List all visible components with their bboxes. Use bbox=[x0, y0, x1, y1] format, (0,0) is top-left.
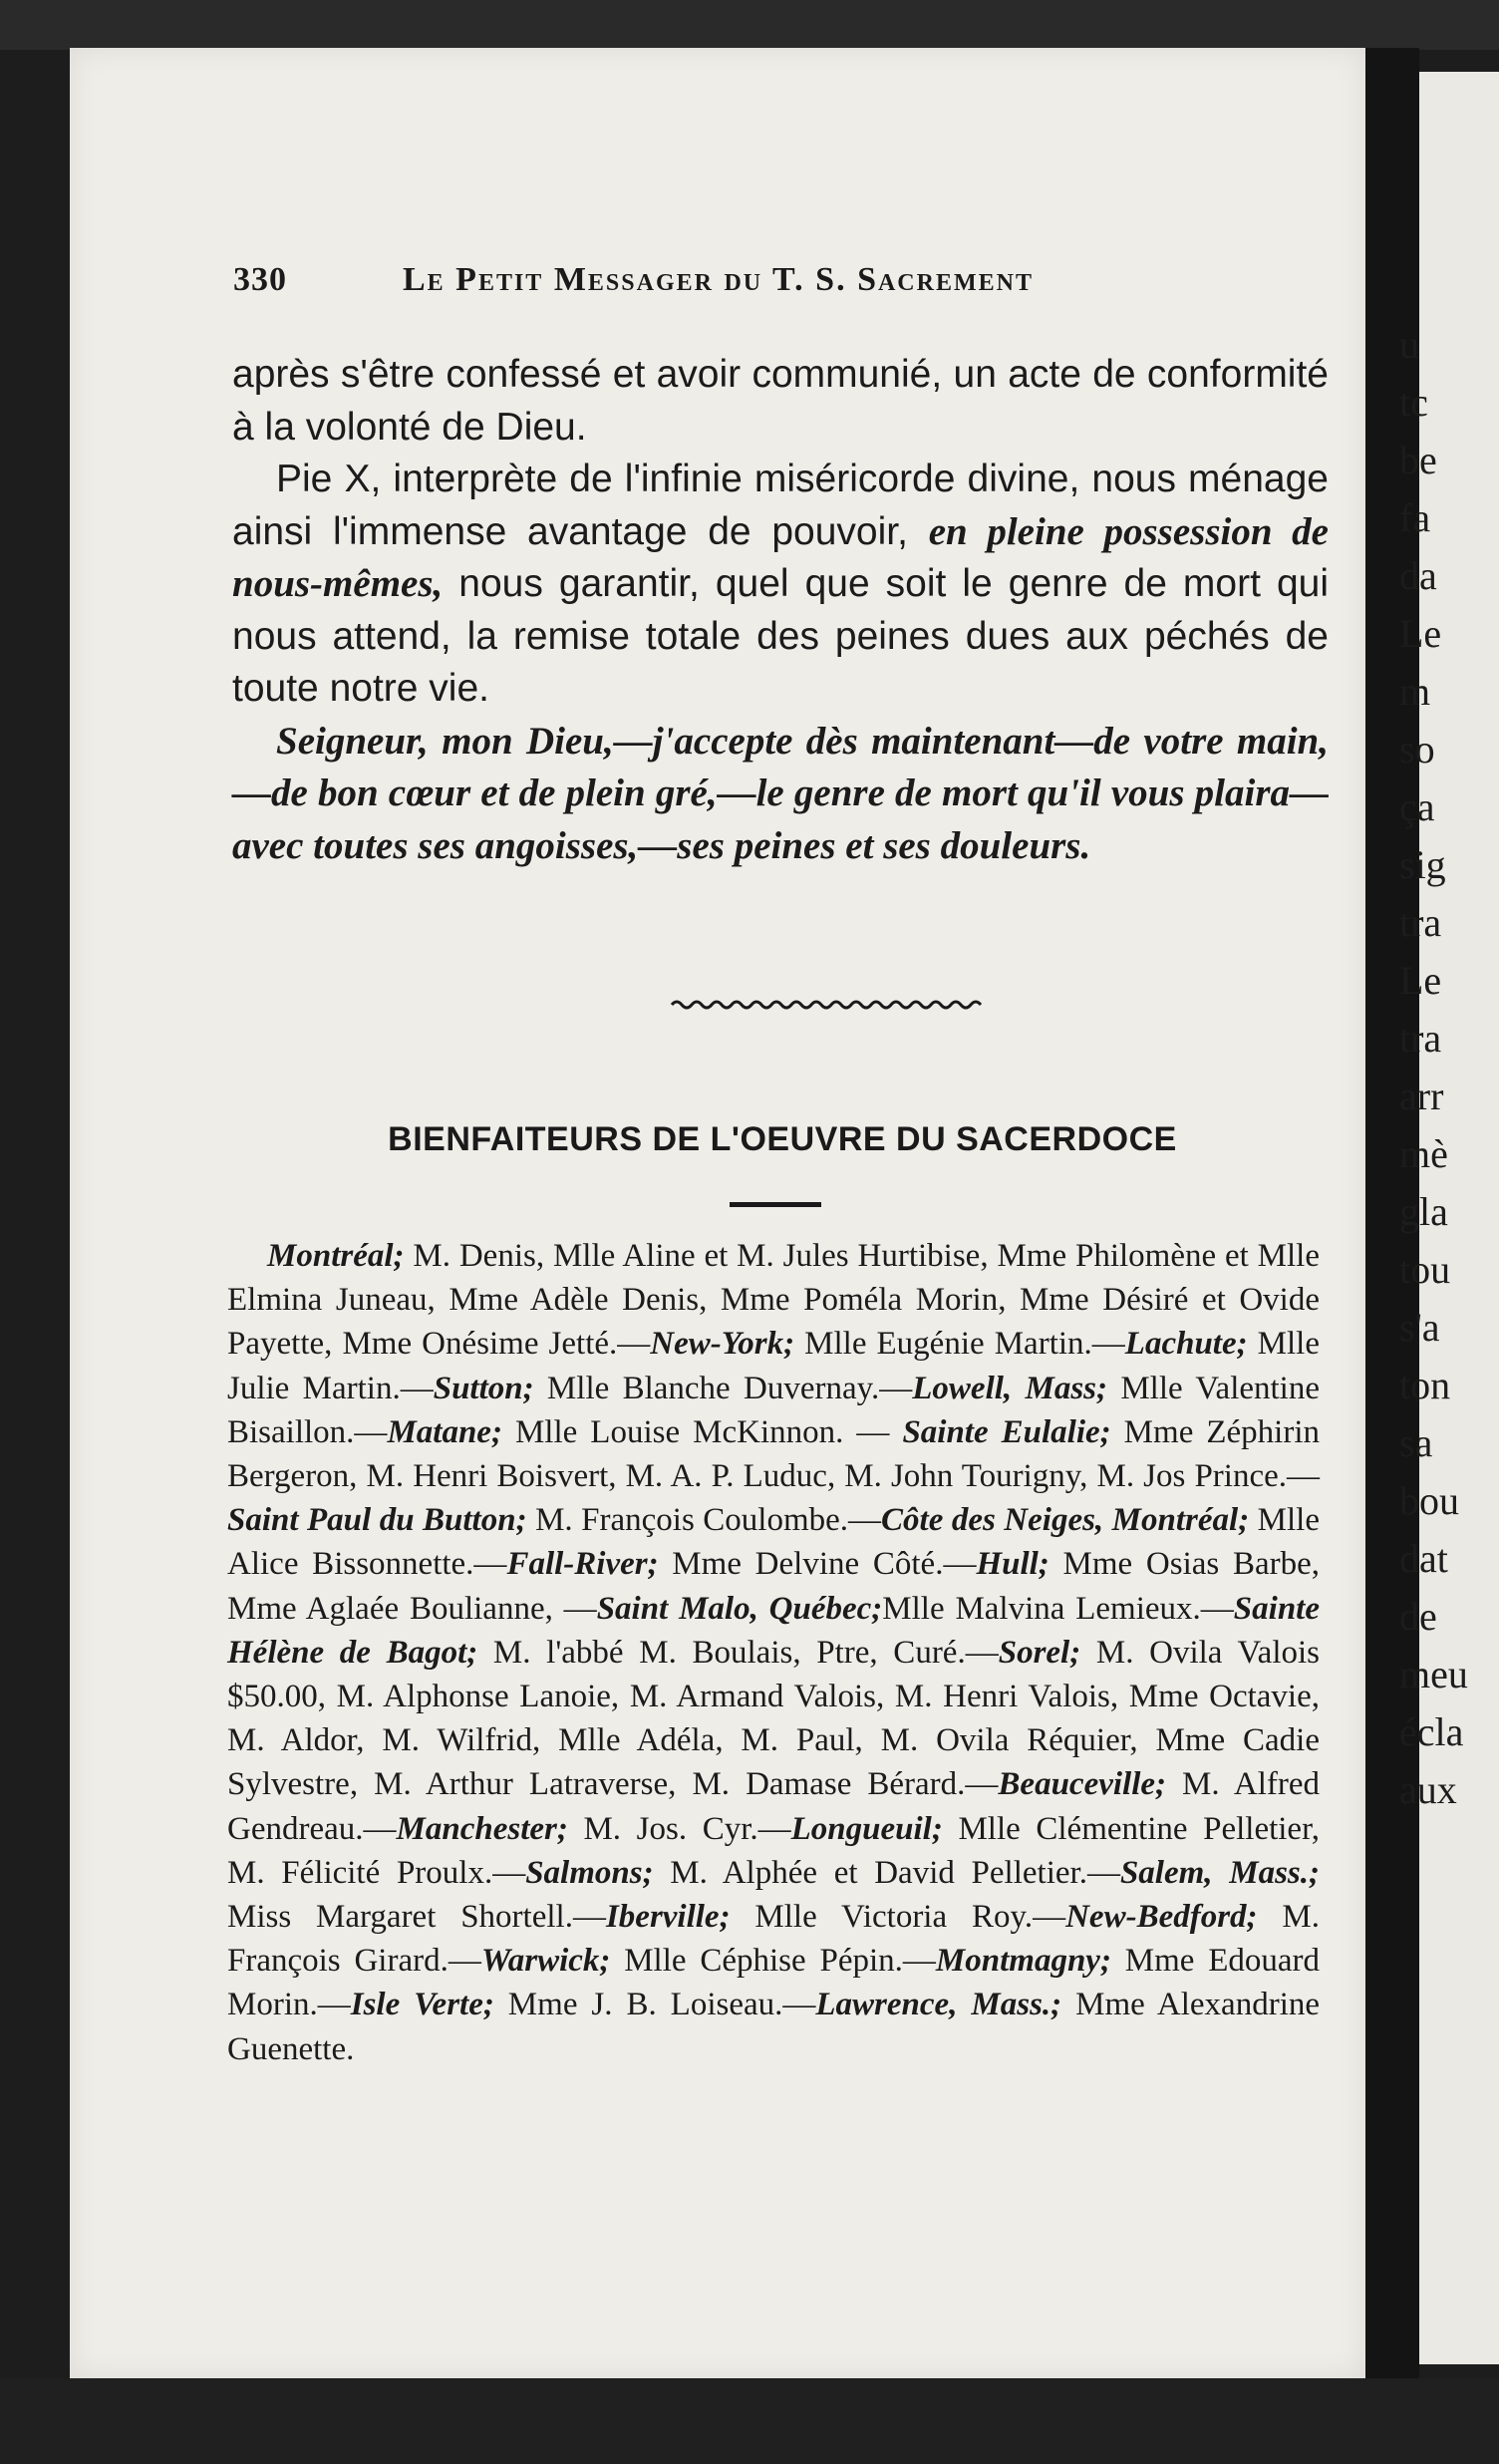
adjacent-page-text: ça bbox=[1399, 784, 1435, 829]
donor-place: New-York; bbox=[650, 1326, 795, 1363]
donor-place: Salmons; bbox=[525, 1854, 654, 1891]
donor-place: Sorel; bbox=[998, 1634, 1081, 1671]
donor-list-indent bbox=[227, 1238, 267, 1274]
prayer-paragraph: Seigneur, mon Dieu,—j'accepte dès maintenant—de votre main,—de bon cœur et de plein gré,—le genre de mort qu'il vous plaira—avec toutes ses angoisses,—ses peines et ses douleurs. bbox=[232, 719, 1329, 867]
donor-place: Matane; bbox=[387, 1413, 502, 1450]
donor-names: Mlle Malvina Lemieux.— bbox=[882, 1590, 1234, 1627]
donor-place: Montmagny; bbox=[935, 1943, 1111, 1980]
donor-names: M. Alfred Gendreau.— bbox=[227, 1766, 1320, 1847]
page-number: 330 bbox=[233, 261, 287, 298]
adjacent-page-text: Le bbox=[1399, 611, 1442, 656]
donor-place: Sutton; bbox=[433, 1370, 534, 1406]
donor-place: Isle Verte; bbox=[350, 1987, 494, 2023]
adjacent-page-text: da bbox=[1399, 553, 1437, 598]
donor-place: Manchester; bbox=[396, 1810, 568, 1847]
adjacent-page-fragment bbox=[1399, 72, 1499, 2364]
ornamental-divider bbox=[672, 995, 981, 1015]
adjacent-page-text: de bbox=[1399, 1594, 1437, 1639]
adjacent-page-text: tou bbox=[1399, 1247, 1451, 1292]
adjacent-page-text: s'a bbox=[1399, 1305, 1440, 1350]
donor-names: Miss Margaret Shortell.— bbox=[227, 1899, 606, 1936]
scan-top-border bbox=[0, 0, 1499, 50]
donor-place: Saint Paul du Button; bbox=[227, 1502, 527, 1539]
adjacent-page-text: so bbox=[1399, 727, 1435, 771]
donor-place: Lowell, Mass; bbox=[912, 1370, 1107, 1406]
donor-place: Lawrence, Mass.; bbox=[815, 1987, 1062, 2023]
donor-names: Mlle Valentine Bisaillon.— bbox=[227, 1370, 1320, 1450]
donor-names: Mlle Céphise Pépin.— bbox=[610, 1943, 936, 1980]
donor-place: Longueuil; bbox=[790, 1810, 943, 1847]
donor-place: Lachute; bbox=[1124, 1326, 1248, 1363]
adjacent-page-text: bou bbox=[1399, 1478, 1459, 1523]
title-rule bbox=[730, 1202, 821, 1207]
donor-place: Sainte Eulalie; bbox=[902, 1413, 1111, 1450]
adjacent-page-text: sig bbox=[1399, 842, 1446, 887]
adjacent-page-text: m bbox=[1399, 669, 1431, 714]
adjacent-page-text: mè bbox=[1399, 1131, 1448, 1176]
donor-place: Salem, Mass.; bbox=[1119, 1854, 1320, 1891]
donor-names: Mme Alexandrine Guenette. bbox=[227, 1987, 1321, 2067]
donor-place: Iberville; bbox=[605, 1899, 731, 1936]
donor-names: Mlle Eugénie Martin.— bbox=[794, 1326, 1125, 1363]
paragraph-2-end: nous garantir, quel que soit le genre de mort qui nous attend, la remise totale des peines dues aux péchés de toute notre vie. bbox=[232, 562, 1329, 710]
donor-place: New-Bedford; bbox=[1065, 1899, 1258, 1936]
donor-names: Mme Osias Barbe, Mme Aglaée Boulianne, — bbox=[227, 1546, 1320, 1627]
donor-names: Mme J. B. Loiseau.— bbox=[493, 1987, 816, 2023]
donor-place: Beauceville; bbox=[998, 1766, 1167, 1803]
donor-names: M. Ovila Valois $50.00, M. Alphonse Lanoie, M. Armand Valois, M. Henri Valois, Mme Octavie, M. Aldor, M. Wilfrid, Mlle Adéla, M. Paul, M. Ovila Réquier, Mme Cadie Sylvestre, M. Arthur Latraverse, M. Damase Bérard.— bbox=[227, 1634, 1321, 1803]
donor-names: Mlle Blanche Duvernay.— bbox=[533, 1370, 913, 1406]
donor-names: M. François Girard.— bbox=[227, 1899, 1320, 1980]
paragraph-1: après s'être confessé et avoir communié, un acte de conformité à la volonté de Dieu. bbox=[232, 353, 1329, 449]
adjacent-page-text: be bbox=[1399, 438, 1437, 482]
donor-names: Mlle Alice Bissonnette.— bbox=[227, 1502, 1320, 1583]
donor-names: Mlle Clémentine Pelletier, M. Félicité Proulx.— bbox=[227, 1810, 1320, 1891]
running-title: Le Petit Messager du T. S. Sacrement bbox=[403, 261, 1034, 298]
donor-names: M. Alphée et David Pelletier.— bbox=[653, 1854, 1120, 1891]
adjacent-page-text: dat bbox=[1399, 1536, 1448, 1581]
adjacent-page-text: u bbox=[1399, 322, 1419, 367]
adjacent-page-text: Le bbox=[1399, 958, 1442, 1003]
donor-names: Mme Edouard Morin.— bbox=[227, 1943, 1321, 2023]
donor-names: Mlle Victoria Roy.— bbox=[730, 1899, 1066, 1936]
adjacent-page-text: aux bbox=[1399, 1767, 1457, 1812]
donor-names: Mme Zéphirin Bergeron, M. Henri Boisvert, M. A. P. Luduc, M. John Tourigny, M. Jos Prince.— bbox=[227, 1413, 1320, 1495]
paragraph-2-italic: en pleine possession de nous-mêmes, bbox=[232, 509, 1329, 605]
scan-bottom-border bbox=[0, 2378, 1499, 2464]
adjacent-page-text: écla bbox=[1399, 1709, 1464, 1754]
adjacent-page-text: tc bbox=[1399, 380, 1428, 425]
adjacent-page-text: tra bbox=[1399, 900, 1442, 945]
donor-names: M. François Coulombe.— bbox=[526, 1502, 882, 1539]
donor-names: M. Denis, Mlle Aline et M. Jules Hurtibise, Mme Philomène et Mlle Elmina Juneau, Mme Adèle Denis, Mme Poméla Morin, Mme Désiré et Ovide Payette, Mme Onésime Jetté.— bbox=[227, 1238, 1320, 1363]
adjacent-page-text: meu bbox=[1399, 1652, 1468, 1696]
adjacent-page-text: sa bbox=[1399, 1420, 1433, 1465]
adjacent-page-text: gla bbox=[1399, 1189, 1448, 1234]
donor-names: Mlle Julie Martin.— bbox=[227, 1326, 1320, 1406]
adjacent-page-text: fa bbox=[1399, 495, 1431, 540]
donor-names: M. Jos. Cyr.— bbox=[567, 1810, 791, 1847]
adjacent-page-text: ton bbox=[1399, 1363, 1451, 1407]
donor-place: Côte des Neiges, Montréal; bbox=[881, 1502, 1250, 1539]
paragraph-2 bbox=[232, 454, 1329, 716]
donor-list bbox=[227, 1234, 1320, 2071]
donor-place: Warwick; bbox=[480, 1943, 611, 1980]
body-text bbox=[232, 349, 1329, 872]
section-title: BIENFAITEURS DE L'OEUVRE DU SACERDOCE bbox=[388, 1120, 1177, 1158]
adjacent-page-text: arr bbox=[1399, 1074, 1444, 1118]
donor-place: Sainte Hélène de Bagot; bbox=[227, 1590, 1320, 1671]
donor-names: M. l'abbé M. Boulais, Ptre, Curé.— bbox=[477, 1634, 999, 1671]
paragraph-2-start: Pie X, interprète de l'infinie miséricorde divine, nous ménage ainsi l'immense avantage de pouvoir, bbox=[232, 458, 1329, 553]
adjacent-page-text: tra bbox=[1399, 1016, 1442, 1061]
donor-place: Saint Malo, Québec; bbox=[596, 1590, 883, 1627]
donor-names: Mme Delvine Côté.— bbox=[658, 1546, 977, 1583]
donor-place: Hull; bbox=[976, 1546, 1049, 1583]
donor-names: Mlle Louise McKinnon. — bbox=[501, 1413, 903, 1450]
donor-place: Fall-River; bbox=[506, 1546, 659, 1583]
donor-place: Montréal; bbox=[267, 1238, 405, 1274]
